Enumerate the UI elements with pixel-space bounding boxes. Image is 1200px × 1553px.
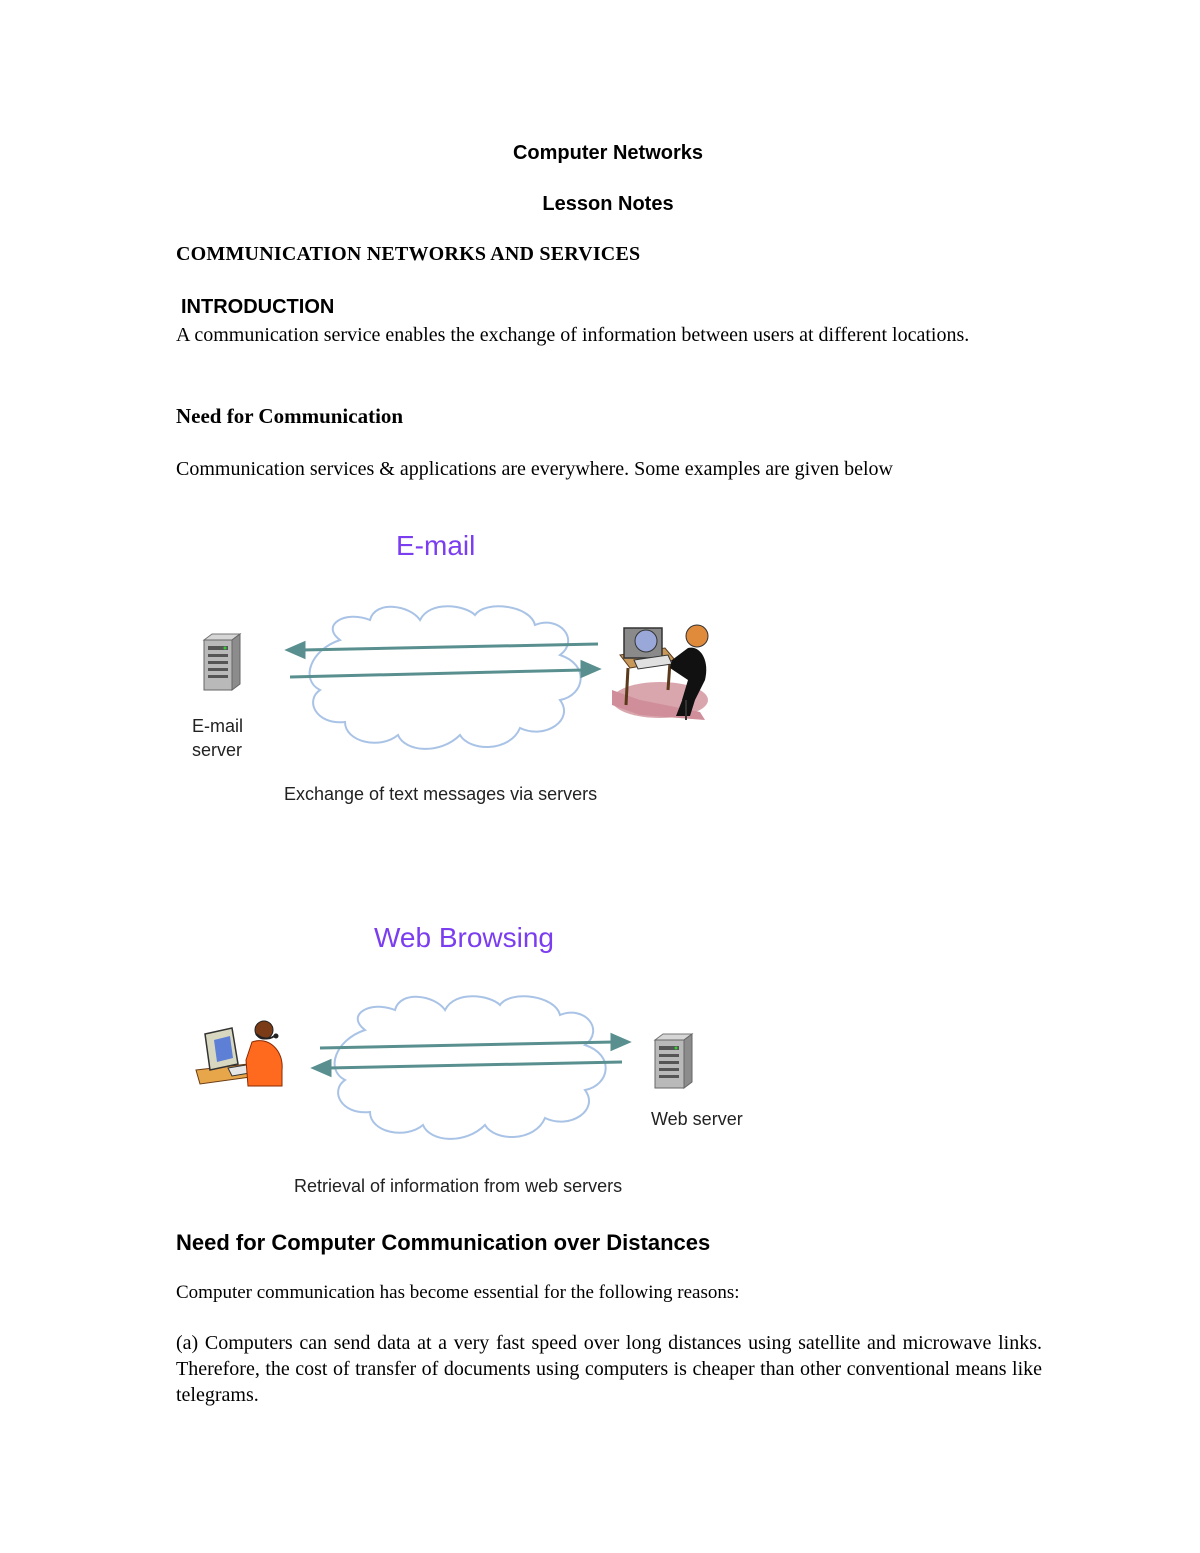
intro-heading: INTRODUCTION [181,296,335,318]
web-diagram-caption: Retrieval of information from web servers [294,1176,623,1196]
web-server-icon [655,1034,692,1088]
distance-reason-a: (a) Computers can send data at a very fast speed over long distances using satellite and microwave links. Therefore, the cost of transfer of documents using computers is cheaper than other conventional means like telegrams. [176,1332,1042,1406]
document-title: Computer Networks [512,142,704,164]
distance-intro: Computer communication has become essential for the following reasons: [176,1282,740,1303]
web-diagram-title: Web Browsing [374,922,555,953]
intro-paragraph: A communication service enables the exchange of information between users at different locations. [176,324,970,346]
need-paragraph: Communication services & applications are everywhere. Some examples are given below [176,458,893,480]
need-heading: Need for Communication [176,404,404,428]
web-server-label: Web server [651,1109,743,1129]
document-subtitle: Lesson Notes [542,193,674,215]
email-diagram-caption: Exchange of text messages via servers [284,784,598,804]
email-server-label-line1: E-mail [192,716,244,736]
arrowhead-right [612,1035,628,1049]
distance-heading: Need for Computer Communication over Distances [176,1230,711,1255]
email-diagram-title: E-mail [396,530,476,561]
person-on-phone-at-computer-icon [196,1021,282,1086]
arrowhead-left [314,1061,330,1075]
email-server-label-line2: server [192,740,243,760]
section-heading: COMMUNICATION NETWORKS AND SERVICES [176,243,641,265]
